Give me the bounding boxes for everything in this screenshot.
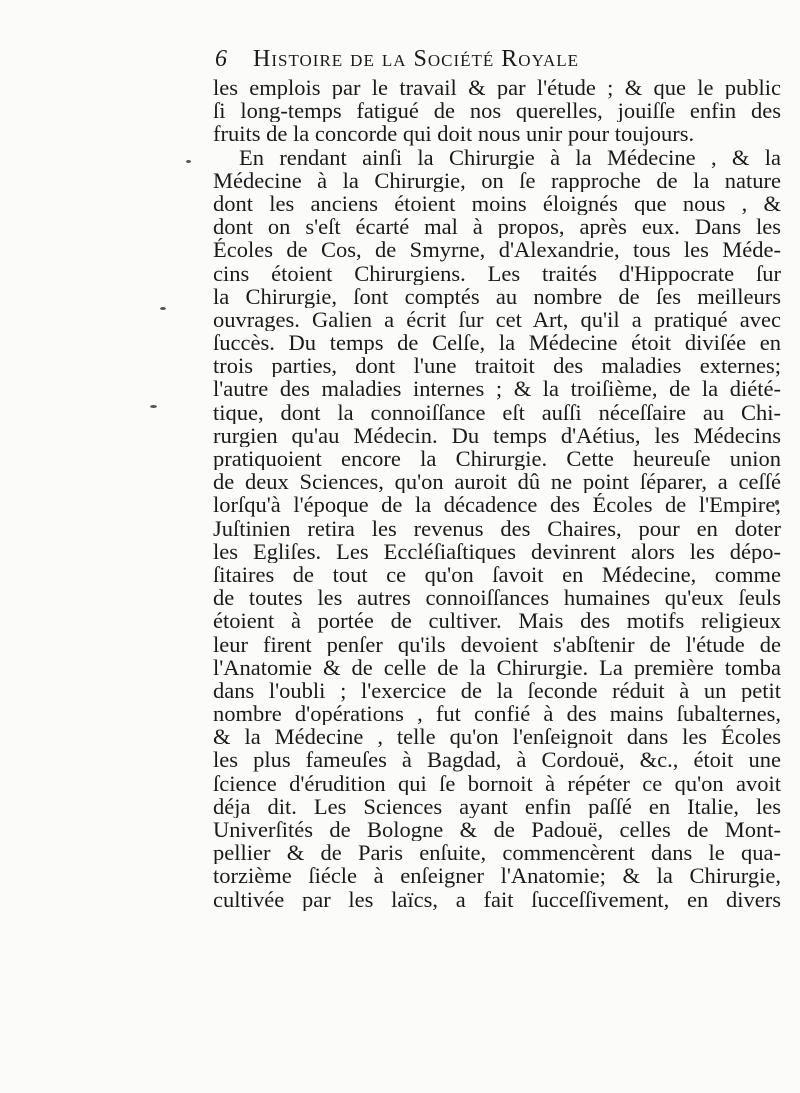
- text-line: les plus fameuſes à Bagdad, à Cordouë, &c., étoit une: [213, 748, 781, 772]
- text-line: trois parties, dont l'une traitoit des maladies externes;: [213, 354, 781, 378]
- text-line: les Egliſes. Les Eccléſiaſtiques devinrent alors les dépo-: [213, 539, 781, 563]
- text-line: & la Médecine , telle qu'on l'enſeignoit dans les Écoles: [213, 725, 781, 749]
- page-number: 6: [215, 46, 228, 72]
- text-line: pratiquoient encore la Chirurgie. Cette heureuſe union: [213, 447, 781, 471]
- text-line: dans l'oubli ; l'exercice de la ſeconde réduit à un petit: [213, 678, 781, 703]
- text-line: l'Anatomie & de celle de la Chirurgie. La première tomba: [213, 655, 781, 679]
- running-head: Histoire de la Société Royale: [253, 46, 580, 72]
- text-line: l'autre des maladies internes ; & la troiſième, de la diété-: [213, 377, 781, 401]
- text-line: de toutes les autres connoiſſances humaines qu'eux ſeuls: [213, 586, 781, 610]
- text-line: ſi long-temps fatigué de nos querelles, jouiſſe enfin des: [213, 99, 781, 123]
- text-line: de deux Sciences, qu'on auroit dû ne point ſéparer, a ceſſé: [213, 470, 781, 494]
- body-text: [213, 76, 781, 911]
- text-line: rurgien qu'au Médecin. Du temps d'Aétius, les Médecins: [213, 423, 781, 447]
- text-line: Juſtinien retira les revenus des Chaires, pour en doter: [213, 516, 781, 540]
- text-line: ſitaires de tout ce qu'on ſavoit en Médecine, comme: [213, 562, 781, 587]
- text-line: En rendant ainſi la Chirurgie à la Médecine , & la: [239, 145, 781, 169]
- text-line: leur firent penſer qu'ils devoient s'abſtenir de l'étude de: [213, 632, 781, 656]
- text-line: dont les anciens étoient moins éloignés que nous , &: [213, 191, 781, 216]
- text-line: dont on s'eſt écarté mal à propos, après eux. Dans les: [213, 215, 781, 239]
- text-line: torzième ſiécle à enſeigner l'Anatomie; & la Chirurgie,: [213, 864, 781, 888]
- ink-speck: [186, 160, 191, 163]
- text-line: ouvrages. Galien a écrit ſur cet Art, qu'il a pratiqué avec: [213, 307, 781, 332]
- text-line: étoient à portée de cultiver. Mais des motifs religieux: [213, 609, 781, 633]
- text-line: lorſqu'à l'époque de la décadence des Écoles de l'Empire,: [213, 493, 781, 517]
- ink-speck: [150, 405, 157, 408]
- text-line: Médecine à la Chirurgie, on ſe rapproche de la nature: [213, 168, 781, 192]
- text-line: nombre d'opérations , fut confié à des mains ſubalternes,: [213, 702, 781, 726]
- text-line: ſcience d'érudition qui ſe bornoit à répéter ce qu'on avoit: [213, 771, 781, 795]
- text-line: cultivée par les laïcs, a fait ſucceſſivement, en divers: [213, 887, 781, 911]
- text-line: la Chirurgie, ſont comptés au nombre de ſes meilleurs: [213, 284, 781, 308]
- ink-show-through: [88, 88, 198, 138]
- ink-speck: [160, 307, 166, 310]
- page-header: [215, 46, 775, 80]
- text-line: pellier & de Paris enſuite, commencèrent dans le qua-: [213, 841, 781, 865]
- text-line: cins étoient Chirurgiens. Les traités d'Hippocrate ſur: [213, 261, 781, 285]
- text-line: déja dit. Les Sciences ayant enfin paſſé en Italie, les: [213, 794, 781, 818]
- text-line: fruits de la concorde qui doit nous unir pour toujours.: [213, 122, 695, 146]
- text-line: les emplois par le travail & par l'étude ; & que le public: [213, 76, 781, 100]
- text-line: Univerſités de Bologne & de Padouë, celles de Mont-: [213, 818, 781, 842]
- text-line: Écoles de Cos, de Smyrne, d'Alexandrie, tous les Méde-: [213, 238, 781, 262]
- text-line: tique, dont la connoiſſance eſt auſſi néceſſaire au Chi-: [213, 400, 781, 424]
- text-line: ſuccès. Du temps de Celſe, la Médecine étoit diviſée en: [213, 331, 781, 355]
